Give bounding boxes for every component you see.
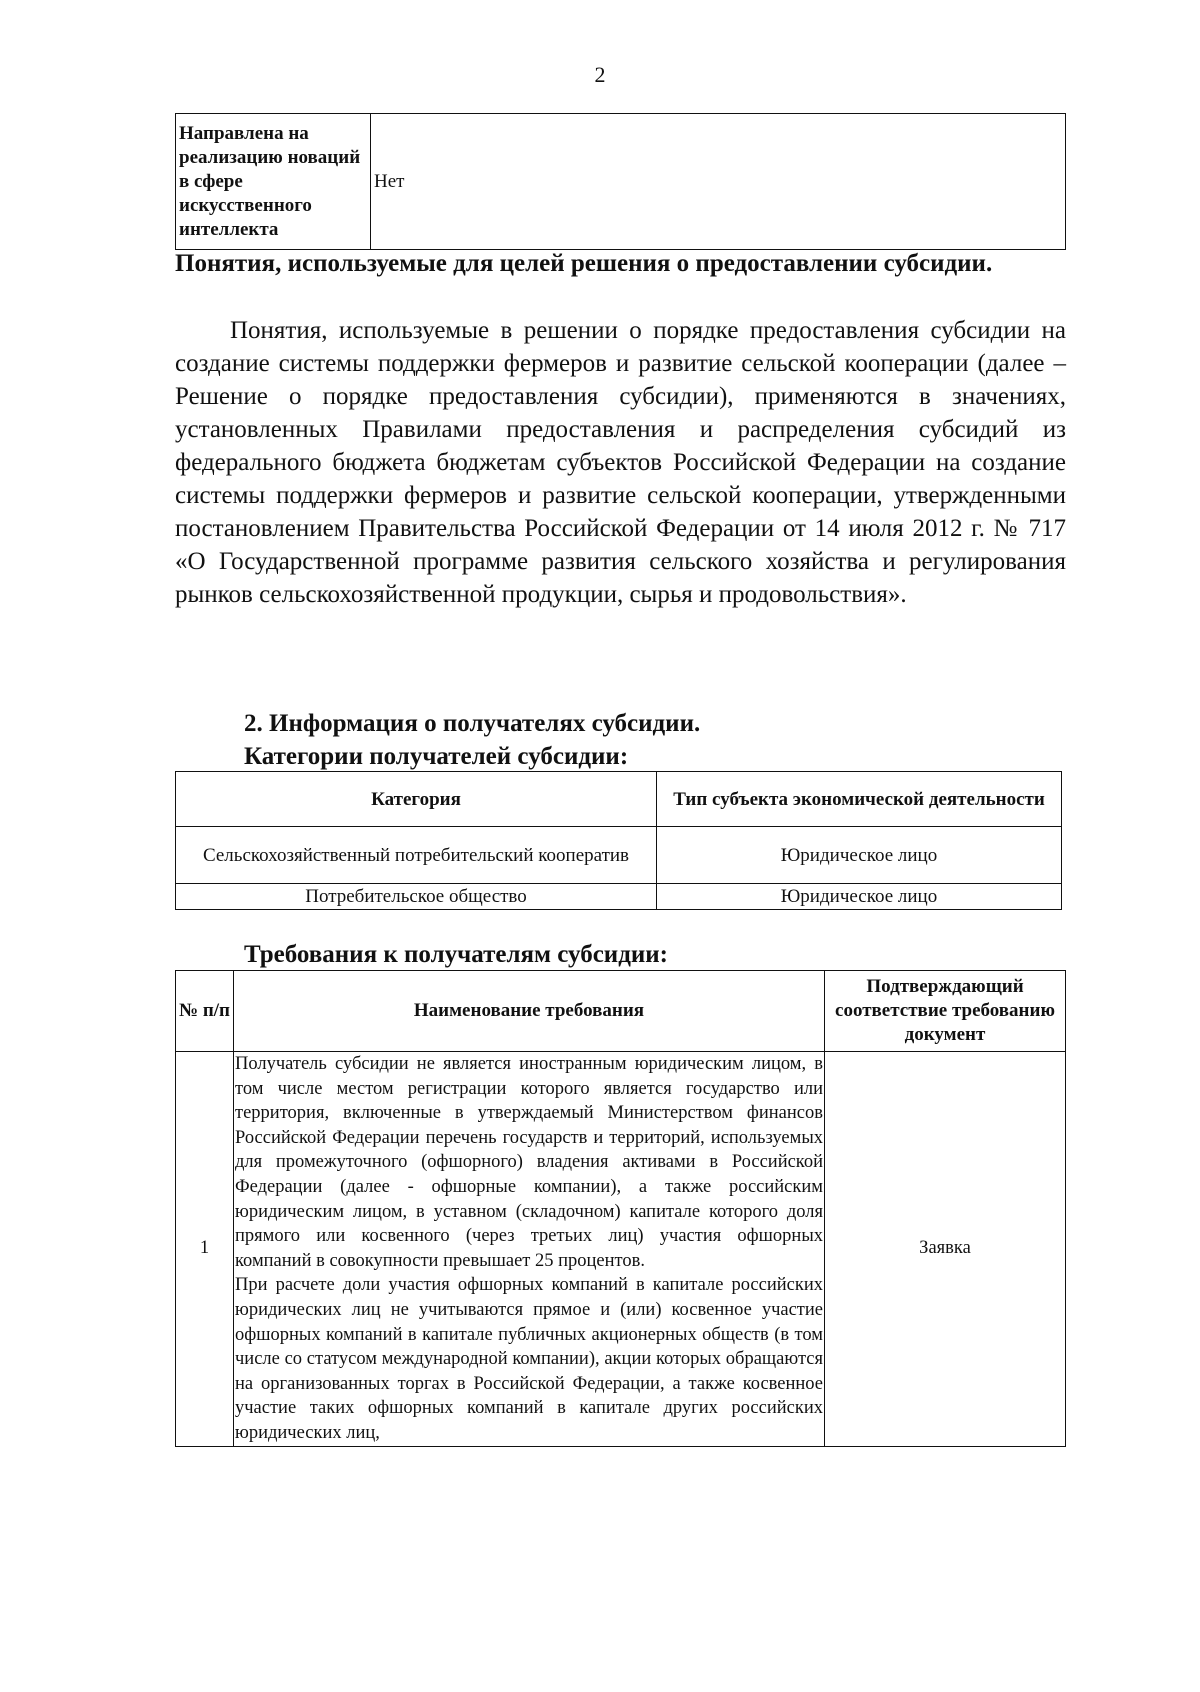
table-row [176, 884, 1062, 910]
requirements-table [175, 970, 1066, 1447]
entity-type-cell: Юридическое лицо [657, 827, 1062, 884]
categories-title: Категории получателей субсидии: [244, 743, 629, 770]
requirement-text-part-1: Получатель субсидии не является иностранным юридическим лицом, в том числе местом регистрации которого является государство или территория, включенные в утверждаемый Министерством финансов Российской Федерации перечень государств и территорий, используемых для промежуточного (офшорного) владения активами в Российской Федерации (далее - офшорные компании), а также российским юридическим лицом, в уставном (складочном) капитале которого доля прямого или косвенного (через третьих лиц) участия офшорных компаний в совокупности превышает 25 процентов. [235, 1054, 823, 1271]
column-header-document: Подтверждающий соответствие требованию документ [825, 971, 1066, 1052]
entity-type-cell: Юридическое лицо [657, 884, 1062, 910]
requirements-title: Требования к получателям субсидии: [244, 941, 668, 968]
requirement-text-part-2: При расчете доли участия офшорных компаний в капитале российских юридических лиц не учитываются прямое и (или) косвенное участие офшорных компаний в капитале публичных акционерных обществ (в том числе со статусом международной компании), акции которых обращаются на организованных торгах в Российской Федерации, а также косвенное участие таких офшорных компаний в капитале других российских юридических лиц, [235, 1275, 823, 1443]
category-cell: Сельскохозяйственный потребительский кооператив [176, 827, 657, 884]
ai-innovation-value: Нет [371, 114, 1066, 250]
ai-innovation-label: Направлена на реализацию новаций в сфере искусственного интеллекта [176, 114, 371, 250]
section-2-title: 2. Информация о получателях субсидии. [244, 710, 701, 737]
concepts-heading: Понятия, используемые для целей решения о предоставлении субсидии. [175, 250, 993, 277]
category-cell: Потребительское общество [176, 884, 657, 910]
requirement-text [234, 1052, 825, 1447]
requirement-number: 1 [176, 1052, 234, 1447]
requirement-document: Заявка [825, 1052, 1066, 1447]
column-header-category: Категория [176, 772, 657, 827]
table-row [176, 1052, 1066, 1447]
table-row [176, 114, 1066, 250]
table-header-row [176, 772, 1062, 827]
ai-innovation-table [175, 113, 1066, 250]
categories-table [175, 771, 1062, 910]
table-header-row [176, 971, 1066, 1052]
page-number: 2 [594, 62, 606, 87]
column-header-number: № п/п [176, 971, 234, 1052]
column-header-requirement: Наименование требования [234, 971, 825, 1052]
concepts-paragraph: Понятия, используемые в решении о порядке предоставления субсидии на создание системы поддержки фермеров и развитие сельской кооперации (далее – Решение о порядке предоставления субсидии), применяются в значениях, установленных Правилами предоставления и распределения субсидий из федерального бюджета бюджетам субъектов Российской Федерации на создание системы поддержки фермеров и развитие сельской кооперации, утвержденными постановлением Правительства Российской Федерации от 14 июля 2012 г. № 717 «О Государственной программе развития сельского хозяйства и регулирования рынков сельскохозяйственной продукции, сырья и продовольствия». [175, 317, 1066, 608]
column-header-entity-type: Тип субъекта экономической деятельности [657, 772, 1062, 827]
table-row [176, 827, 1062, 884]
